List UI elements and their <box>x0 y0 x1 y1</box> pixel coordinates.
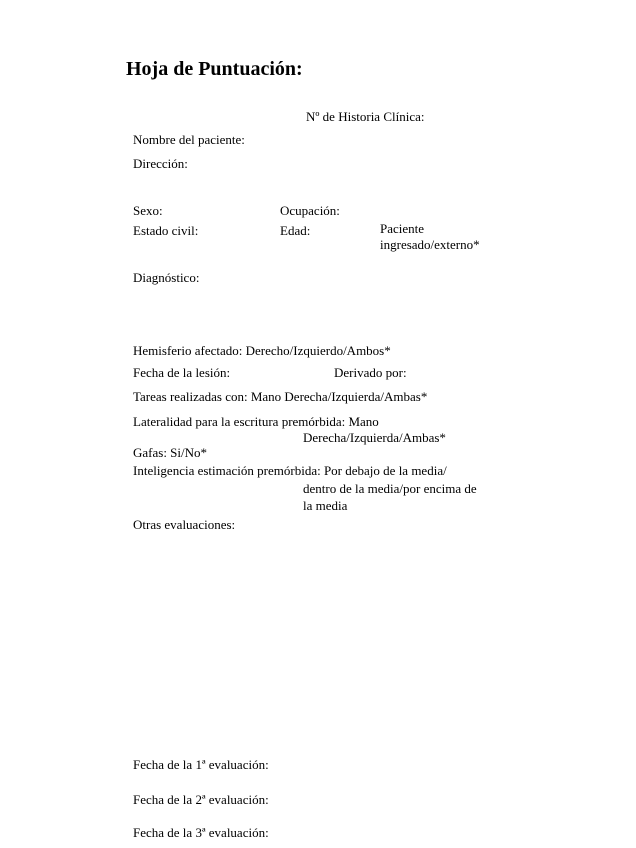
record-number-label: Nº de Historia Clínica: <box>306 109 425 124</box>
marital-status-label: Estado civil: <box>133 223 199 238</box>
intelligence-line-3: la media <box>303 498 348 513</box>
other-evaluations-label: Otras evaluaciones: <box>133 517 236 532</box>
intelligence-line-1: Inteligencia estimación premórbida: Por debajo de la media/ <box>133 463 447 478</box>
evaluation-date-3-label: Fecha de la 3ª evaluación: <box>133 825 269 840</box>
referred-by-label: Derivado por: <box>334 365 407 380</box>
patient-type-line-2: ingresado/externo* <box>380 237 480 252</box>
intelligence-line-2: dentro de la media/por encima de <box>303 481 477 496</box>
patient-type-label <box>380 221 480 253</box>
injury-date-label: Fecha de la lesión: <box>133 365 231 380</box>
sex-label: Sexo: <box>133 203 163 218</box>
evaluation-date-1-label: Fecha de la 1ª evaluación: <box>133 757 269 772</box>
glasses-label: Gafas: Si/No* <box>133 445 208 460</box>
patient-type-line-1: Paciente <box>380 221 425 236</box>
age-label: Edad: <box>280 223 311 238</box>
tasks-label: Tareas realizadas con: Mano Derecha/Izquierda/Ambas* <box>133 389 428 404</box>
handedness-line-1: Lateralidad para la escritura premórbida: Mano <box>133 414 379 429</box>
diagnosis-label: Diagnóstico: <box>133 270 200 285</box>
evaluation-date-2-label: Fecha de la 2ª evaluación: <box>133 792 269 807</box>
occupation-label: Ocupación: <box>280 203 340 218</box>
hemisphere-label: Hemisferio afectado: Derecho/Izquierdo/Ambos* <box>133 343 391 358</box>
handedness-line-2: Derecha/Izquierda/Ambas* <box>303 430 446 445</box>
page-title: Hoja de Puntuación: <box>126 58 303 80</box>
address-label: Dirección: <box>133 156 188 171</box>
patient-name-label: Nombre del paciente: <box>133 132 245 147</box>
